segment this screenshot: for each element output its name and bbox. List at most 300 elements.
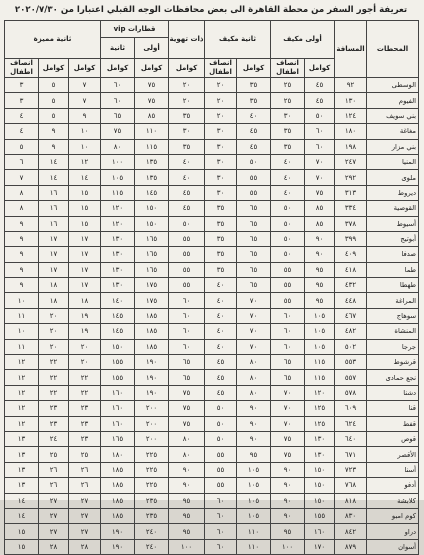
fare-cell: ٨٠ bbox=[237, 385, 271, 400]
fare-cell: ٦٥ bbox=[237, 201, 271, 216]
fare-cell: ٦٠ bbox=[101, 78, 135, 93]
fare-cell: ٢٠٠ bbox=[135, 431, 169, 446]
fare-cell: ١٠ bbox=[69, 124, 101, 139]
table-row bbox=[5, 308, 419, 323]
fare-cell: ١١٥ bbox=[101, 185, 135, 200]
fare-cell: ٢٥ bbox=[271, 78, 305, 93]
fare-cell: ٢٣ bbox=[69, 416, 101, 431]
fare-cell: ٨٥ bbox=[305, 201, 335, 216]
fare-cell: ١١٠ bbox=[237, 524, 271, 539]
fare-cell: ٦٠ bbox=[305, 139, 335, 154]
fare-cell: ١٤ bbox=[5, 493, 39, 508]
distance-cell: ٣٩٩ bbox=[335, 231, 367, 246]
fare-cell: ١٥ bbox=[5, 524, 39, 539]
fare-cell: ١٥ bbox=[5, 539, 39, 554]
fare-cell: ٣٠ bbox=[205, 154, 237, 169]
distance-cell: ٦٧١ bbox=[335, 447, 367, 462]
fare-cell: ٨٠ bbox=[237, 355, 271, 370]
table-row bbox=[5, 216, 419, 231]
station-name: قفط bbox=[367, 416, 419, 431]
fare-cell: ١٢ bbox=[5, 385, 39, 400]
distance-cell: ١٨٠ bbox=[335, 124, 367, 139]
fare-cell: ٩٠ bbox=[271, 508, 305, 523]
fare-cell: ٢٤ bbox=[39, 431, 69, 446]
fare-cell: ٧٠ bbox=[237, 324, 271, 339]
fare-cell: ٨٥ bbox=[305, 216, 335, 231]
fare-cell: ٢٧ bbox=[39, 493, 69, 508]
distance-cell: ٦٤٠ bbox=[335, 431, 367, 446]
station-name: أسوان bbox=[367, 539, 419, 554]
fare-cell: ٧ bbox=[69, 78, 101, 93]
fare-cell: ٧٠ bbox=[237, 293, 271, 308]
fare-cell: ١٢٥ bbox=[305, 416, 335, 431]
header-half: انصاف اطفال bbox=[271, 59, 305, 78]
station-name: طما bbox=[367, 262, 419, 277]
fare-cell: ٨٠ bbox=[169, 447, 205, 462]
fare-cell: ٤٥ bbox=[169, 201, 205, 216]
fare-cell: ٤٥ bbox=[169, 185, 205, 200]
table-row bbox=[5, 493, 419, 508]
station-name: طهطا bbox=[367, 278, 419, 293]
fare-cell: ١٨٥ bbox=[135, 339, 169, 354]
fare-cell: ٦٠ bbox=[271, 324, 305, 339]
station-name: أسيوط bbox=[367, 216, 419, 231]
fare-cell: ٦٠ bbox=[169, 324, 205, 339]
distance-cell: ٣٧٨ bbox=[335, 216, 367, 231]
fare-cell: ١٥ bbox=[69, 216, 101, 231]
table-row bbox=[5, 447, 419, 462]
fare-cell: ٩٠ bbox=[271, 493, 305, 508]
fare-cell: ٣ bbox=[5, 93, 39, 108]
table-row bbox=[5, 462, 419, 477]
fare-cell: ١٨٥ bbox=[101, 493, 135, 508]
fare-cell: ٧٠ bbox=[305, 154, 335, 169]
fare-cell: ١١٥ bbox=[305, 355, 335, 370]
distance-cell: ١٢٤ bbox=[335, 108, 367, 123]
fare-cell: ٥٥ bbox=[205, 462, 237, 477]
fare-cell: ١٤ bbox=[69, 170, 101, 185]
table-row bbox=[5, 201, 419, 216]
table-row bbox=[5, 370, 419, 385]
fare-cell: ٩٠ bbox=[237, 416, 271, 431]
fare-cell: ١٤ bbox=[5, 508, 39, 523]
header-ventilated: ذات تهوية bbox=[169, 21, 205, 59]
fare-cell: ١٨٥ bbox=[101, 478, 135, 493]
fare-cell: ٥٥ bbox=[237, 170, 271, 185]
fare-cell: ٤٠ bbox=[205, 324, 237, 339]
fare-cell: ١٩ bbox=[69, 324, 101, 339]
header-second-special: ثانية مميزة bbox=[5, 21, 101, 59]
fare-cell: ٦٠ bbox=[205, 524, 237, 539]
fare-cell: ٧٠ bbox=[237, 308, 271, 323]
table-row bbox=[5, 93, 419, 108]
header-first-ac: أولى مكيف bbox=[271, 21, 335, 59]
fare-cell: ٥٥ bbox=[205, 447, 237, 462]
fare-cell: ١٩٠ bbox=[135, 355, 169, 370]
fare-cell: ٦٥ bbox=[271, 370, 305, 385]
fare-cell: ١٥ bbox=[69, 201, 101, 216]
fare-cell: ٦٥ bbox=[271, 355, 305, 370]
station-name: قرشوط bbox=[367, 355, 419, 370]
station-name: جرجا bbox=[367, 339, 419, 354]
fare-cell: ١٥٥ bbox=[305, 508, 335, 523]
fare-cell: ١٠٠ bbox=[169, 539, 205, 554]
fare-cell: ٨٠ bbox=[101, 139, 135, 154]
fare-cell: ٤٠ bbox=[237, 108, 271, 123]
fare-cell: ١٠ bbox=[5, 324, 39, 339]
fare-cell: ١٦٠ bbox=[101, 401, 135, 416]
fare-cell: ٩٠ bbox=[271, 478, 305, 493]
fare-cell: ١٤ bbox=[39, 170, 69, 185]
station-name: بني مزار bbox=[367, 139, 419, 154]
distance-cell: ٨٤٢ bbox=[335, 524, 367, 539]
fare-cell: ٤٥ bbox=[205, 370, 237, 385]
fare-cell: ١٤٥ bbox=[135, 185, 169, 200]
fare-cell: ١١ bbox=[5, 308, 39, 323]
fare-cell: ١٣ bbox=[5, 478, 39, 493]
fare-cell: ٢٣ bbox=[69, 431, 101, 446]
fare-cell: ١٢ bbox=[5, 401, 39, 416]
header-distance: المسافة bbox=[335, 21, 367, 78]
distance-cell: ٢٩٢ bbox=[335, 170, 367, 185]
fare-cell: ٢٢٥ bbox=[135, 447, 169, 462]
fare-cell: ٢٤٠ bbox=[135, 524, 169, 539]
distance-cell: ٦٠٩ bbox=[335, 401, 367, 416]
fare-cell: ٨ bbox=[5, 185, 39, 200]
fare-cell: ٩٠ bbox=[169, 462, 205, 477]
fare-cell: ٦٠ bbox=[169, 339, 205, 354]
fare-cell: ٣٥ bbox=[205, 216, 237, 231]
fare-cell: ١٣٠ bbox=[305, 431, 335, 446]
header-full: كوامل bbox=[69, 59, 101, 78]
station-name: سوهاج bbox=[367, 308, 419, 323]
fare-cell: ٥٠ bbox=[169, 216, 205, 231]
header-stations: المحطات bbox=[367, 21, 419, 78]
fare-cell: ١٦٠ bbox=[101, 416, 135, 431]
header-vip-second: ثانية bbox=[101, 38, 135, 59]
fare-cell: ٦٠ bbox=[271, 308, 305, 323]
fare-cell: ٢٢ bbox=[69, 370, 101, 385]
fare-cell: ٩٥ bbox=[305, 293, 335, 308]
fare-cell: ٧٠ bbox=[271, 416, 305, 431]
header-full: كوامل bbox=[305, 59, 335, 78]
header-full: كوامل bbox=[39, 59, 69, 78]
table-row bbox=[5, 339, 419, 354]
fare-cell: ١٩٠ bbox=[135, 370, 169, 385]
fare-cell: ٥٠ bbox=[271, 201, 305, 216]
fare-cell: ٦٥ bbox=[237, 262, 271, 277]
distance-cell: ٤٦٧ bbox=[335, 308, 367, 323]
header-half: انصاف اطفال bbox=[5, 59, 39, 78]
fare-cell: ١٢٠ bbox=[305, 385, 335, 400]
fare-cell: ٧٥ bbox=[169, 416, 205, 431]
fare-cell: ٣٥ bbox=[271, 124, 305, 139]
fare-cell: ١٩ bbox=[69, 308, 101, 323]
fare-cell: ١٠٠ bbox=[101, 154, 135, 169]
table-row bbox=[5, 170, 419, 185]
fare-cell: ٤٥ bbox=[305, 78, 335, 93]
table-row bbox=[5, 355, 419, 370]
fare-cell: ٦٥ bbox=[101, 108, 135, 123]
fare-cell: ٢٦ bbox=[39, 462, 69, 477]
fare-cell: ٥٥ bbox=[271, 293, 305, 308]
station-name: دراو bbox=[367, 524, 419, 539]
station-name: نجع حمادى bbox=[367, 370, 419, 385]
fare-cell: ٥٠ bbox=[271, 216, 305, 231]
station-name: المنيا bbox=[367, 154, 419, 169]
distance-cell: ٤٤٨ bbox=[335, 293, 367, 308]
fare-cell: ١٨٥ bbox=[135, 324, 169, 339]
fare-cell: ٥٠ bbox=[205, 431, 237, 446]
distance-cell: ٥٧٨ bbox=[335, 385, 367, 400]
fare-cell: ٨٠ bbox=[237, 370, 271, 385]
header-second-ac: ثانية مكيف bbox=[205, 21, 271, 59]
table-row bbox=[5, 416, 419, 431]
fare-cell: ١٨ bbox=[39, 278, 69, 293]
table-row bbox=[5, 108, 419, 123]
fare-cell: ٦ bbox=[5, 154, 39, 169]
fare-cell: ١٢ bbox=[69, 154, 101, 169]
station-name: أبوتيج bbox=[367, 231, 419, 246]
table-row bbox=[5, 385, 419, 400]
fare-cell: ١١٥ bbox=[135, 139, 169, 154]
fare-cell: ١٠٥ bbox=[237, 462, 271, 477]
fare-cell: ١٢ bbox=[5, 370, 39, 385]
fare-cell: ١٦٥ bbox=[135, 262, 169, 277]
fare-cell: ٤٥ bbox=[237, 139, 271, 154]
fare-cell: ٤٠ bbox=[205, 339, 237, 354]
fare-cell: ٢٠ bbox=[205, 108, 237, 123]
table-row bbox=[5, 539, 419, 554]
table-row bbox=[5, 278, 419, 293]
distance-cell: ٨١٨ bbox=[335, 493, 367, 508]
fare-cell: ٤٠ bbox=[271, 185, 305, 200]
fare-cell: ٥٥ bbox=[237, 185, 271, 200]
fare-cell: ٥ bbox=[39, 93, 69, 108]
fare-cell: ٤٠ bbox=[169, 154, 205, 169]
fare-cell: ٩ bbox=[39, 124, 69, 139]
distance-cell: ٥٠٢ bbox=[335, 339, 367, 354]
fare-cell: ١٤ bbox=[39, 154, 69, 169]
fare-cell: ٢٣٥ bbox=[135, 493, 169, 508]
fare-cell: ٦٥ bbox=[237, 247, 271, 262]
fare-cell: ٢٦ bbox=[39, 478, 69, 493]
station-name: قوص bbox=[367, 431, 419, 446]
station-name: المنشاة bbox=[367, 324, 419, 339]
fare-cell: ٢٦ bbox=[69, 478, 101, 493]
distance-cell: ٤٠٩ bbox=[335, 247, 367, 262]
fare-cell: ٣٥ bbox=[237, 93, 271, 108]
fare-cell: ٣٠ bbox=[205, 124, 237, 139]
header-half: انصاف اطفال bbox=[205, 59, 237, 78]
fare-cell: ٣٠ bbox=[271, 108, 305, 123]
fare-cell: ١٥٠ bbox=[101, 339, 135, 354]
station-name: القوصية bbox=[367, 201, 419, 216]
fare-cell: ٢٥ bbox=[39, 447, 69, 462]
fare-cell: ٣٥ bbox=[205, 262, 237, 277]
fare-cell: ١٧ bbox=[69, 278, 101, 293]
fare-cell: ٦٠ bbox=[169, 293, 205, 308]
fare-cell: ١٣٠ bbox=[101, 247, 135, 262]
fare-cell: ٢٨ bbox=[39, 539, 69, 554]
station-name: صدفا bbox=[367, 247, 419, 262]
fare-cell: ٩٠ bbox=[271, 462, 305, 477]
fare-cell: ٤ bbox=[5, 124, 39, 139]
fare-cell: ١٦٥ bbox=[101, 431, 135, 446]
fare-cell: ١٢٥ bbox=[305, 401, 335, 416]
fare-table-body bbox=[5, 78, 419, 555]
fare-cell: ١٤٠ bbox=[101, 293, 135, 308]
fare-cell: ٢٠ bbox=[69, 355, 101, 370]
distance-cell: ٣١٣ bbox=[335, 185, 367, 200]
fare-cell: ٩ bbox=[5, 216, 39, 231]
station-name: مغاغة bbox=[367, 124, 419, 139]
fare-cell: ٣٠ bbox=[205, 170, 237, 185]
table-row bbox=[5, 401, 419, 416]
fare-cell: ٣٥ bbox=[271, 139, 305, 154]
fare-cell: ٥٠ bbox=[271, 247, 305, 262]
fare-cell: ١٦ bbox=[39, 216, 69, 231]
fare-cell: ١٥٥ bbox=[101, 370, 135, 385]
header-full: كوامل bbox=[237, 59, 271, 78]
table-row bbox=[5, 231, 419, 246]
fare-cell: ٤٠ bbox=[271, 170, 305, 185]
fare-cell: ٢٧ bbox=[69, 508, 101, 523]
fare-cell: ١٠٥ bbox=[305, 324, 335, 339]
fare-cell: ٥ bbox=[5, 139, 39, 154]
fare-cell: ١٤٥ bbox=[101, 308, 135, 323]
fare-cell: ٥٥ bbox=[169, 247, 205, 262]
fare-cell: ٢٠ bbox=[39, 308, 69, 323]
distance-cell: ٤٨٢ bbox=[335, 324, 367, 339]
station-name: ديروط bbox=[367, 185, 419, 200]
fare-cell: ٤٥ bbox=[205, 385, 237, 400]
fare-cell: ١١ bbox=[5, 339, 39, 354]
fare-cell: ١٢ bbox=[5, 355, 39, 370]
fare-cell: ١٣ bbox=[5, 431, 39, 446]
fare-cell: ٧٠ bbox=[237, 339, 271, 354]
fare-cell: ٧٠ bbox=[271, 385, 305, 400]
fare-cell: ٦٠ bbox=[205, 539, 237, 554]
distance-cell: ٦٢٤ bbox=[335, 416, 367, 431]
fare-cell: ٦٠ bbox=[205, 508, 237, 523]
fare-cell: ١٦٥ bbox=[135, 247, 169, 262]
page-title: تعريفة أجور السفر من محطة القاهرة الى بعض محافظات الوجه القبلي اعتبارا من ٢٠٢٠/٧/٣٠ bbox=[14, 5, 408, 15]
fare-cell: ٢٥ bbox=[69, 447, 101, 462]
fare-cell: ٣٥ bbox=[169, 139, 205, 154]
fare-cell: ٨٥ bbox=[135, 108, 169, 123]
fare-cell: ٢٠ bbox=[69, 339, 101, 354]
station-name: ملوى bbox=[367, 170, 419, 185]
table-row bbox=[5, 524, 419, 539]
fare-cell: ٩٠ bbox=[305, 247, 335, 262]
fare-cell: ٥ bbox=[39, 78, 69, 93]
fare-cell: ١٦٥ bbox=[135, 231, 169, 246]
fare-cell: ٩٠ bbox=[237, 431, 271, 446]
fare-cell: ٩ bbox=[5, 278, 39, 293]
fare-cell: ١٧ bbox=[69, 231, 101, 246]
fare-cell: ١٠٥ bbox=[305, 308, 335, 323]
station-name: الفيوم bbox=[367, 93, 419, 108]
header-vip: قطارات vip bbox=[101, 21, 169, 38]
table-row bbox=[5, 262, 419, 277]
fare-cell: ٢٢ bbox=[39, 370, 69, 385]
fare-cell: ٩٥ bbox=[169, 524, 205, 539]
fare-cell: ٢٥ bbox=[271, 93, 305, 108]
station-name: كوم امبو bbox=[367, 508, 419, 523]
fare-cell: ٣٠ bbox=[169, 124, 205, 139]
fare-cell: ١٨٥ bbox=[101, 462, 135, 477]
fare-cell: ٧ bbox=[69, 93, 101, 108]
fare-cell: ٣ bbox=[5, 78, 39, 93]
fare-cell: ١٠٥ bbox=[237, 478, 271, 493]
fare-cell: ٩ bbox=[5, 231, 39, 246]
fare-cell: ٢٠ bbox=[39, 339, 69, 354]
fare-cell: ١٠٠ bbox=[271, 539, 305, 554]
fare-cell: ٩٥ bbox=[305, 262, 335, 277]
fare-cell: ٧٠ bbox=[271, 401, 305, 416]
fare-cell: ٧٥ bbox=[169, 385, 205, 400]
fare-cell: ١٩٠ bbox=[101, 539, 135, 554]
distance-cell: ١٣٠ bbox=[335, 93, 367, 108]
fare-cell: ٢٢ bbox=[69, 385, 101, 400]
fare-cell: ٣٥ bbox=[205, 201, 237, 216]
fare-cell: ١٨ bbox=[39, 293, 69, 308]
fare-cell: ٦٠ bbox=[271, 339, 305, 354]
fare-cell: ١١٠ bbox=[135, 124, 169, 139]
fare-cell: ٩٠ bbox=[169, 478, 205, 493]
fare-cell: ١٦ bbox=[39, 201, 69, 216]
fare-cell: ١١٥ bbox=[305, 370, 335, 385]
fare-cell: ٥٥ bbox=[205, 478, 237, 493]
fare-cell: ١٧ bbox=[69, 262, 101, 277]
fare-cell: ١٦٠ bbox=[101, 385, 135, 400]
table-row bbox=[5, 124, 419, 139]
header-full: كوامل bbox=[101, 59, 135, 78]
fare-cell: ٦٥ bbox=[237, 278, 271, 293]
fare-cell: ٢٢ bbox=[39, 385, 69, 400]
fare-cell: ٤٠ bbox=[271, 154, 305, 169]
fare-cell: ٥٠ bbox=[305, 108, 335, 123]
fare-cell: ٤ bbox=[5, 108, 39, 123]
fare-cell: ٤٠ bbox=[205, 293, 237, 308]
fare-cell: ٦٠ bbox=[205, 493, 237, 508]
fare-cell: ٢٦ bbox=[69, 462, 101, 477]
fare-cell: ١٧٥ bbox=[135, 293, 169, 308]
fare-cell: ١٢ bbox=[5, 416, 39, 431]
fare-cell: ١٧ bbox=[39, 231, 69, 246]
fare-cell: ٧ bbox=[5, 170, 39, 185]
station-name: دشنا bbox=[367, 385, 419, 400]
distance-cell: ٥٥٣ bbox=[335, 355, 367, 370]
fare-cell: ١٠ bbox=[69, 139, 101, 154]
fare-cell: ١١٠ bbox=[237, 539, 271, 554]
distance-cell: ٨٧٩ bbox=[335, 539, 367, 554]
fare-cell: ١٣٥ bbox=[135, 154, 169, 169]
distance-cell: ١٩٨ bbox=[335, 139, 367, 154]
table-row bbox=[5, 154, 419, 169]
fare-cell: ٤٥ bbox=[305, 93, 335, 108]
fare-cell: ١٨ bbox=[69, 293, 101, 308]
fare-cell: ١٠٥ bbox=[237, 493, 271, 508]
fare-cell: ١٣٠ bbox=[101, 278, 135, 293]
fare-cell: ٥ bbox=[39, 108, 69, 123]
fare-cell: ٢٧ bbox=[69, 493, 101, 508]
distance-cell: ٤١٨ bbox=[335, 262, 367, 277]
fare-cell: ١٧ bbox=[39, 247, 69, 262]
fare-cell: ١٨٥ bbox=[135, 308, 169, 323]
fare-cell: ٧٥ bbox=[135, 93, 169, 108]
